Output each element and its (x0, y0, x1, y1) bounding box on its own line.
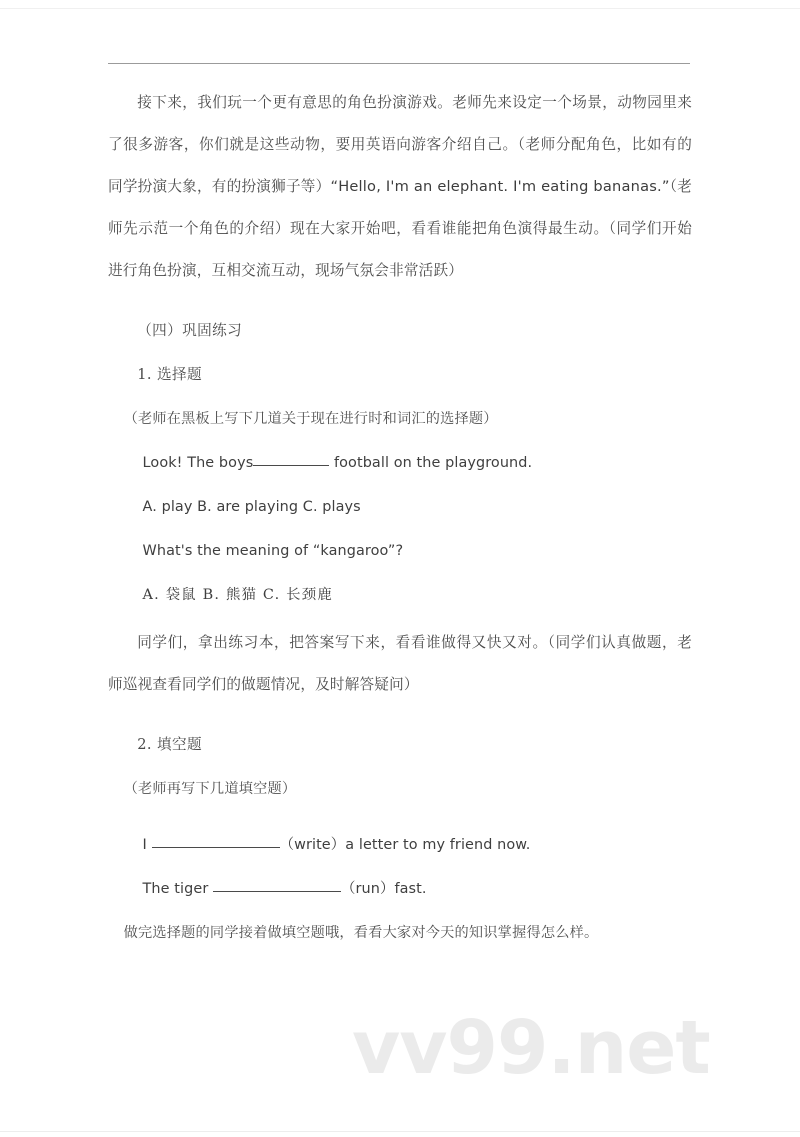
spacer (108, 568, 692, 578)
fill-blank-2-after: （run）fast. (341, 881, 427, 897)
page-top-edge (0, 8, 800, 9)
spacer (108, 612, 692, 622)
question-1-stem (108, 446, 692, 480)
spacer (108, 806, 692, 828)
spacer (108, 480, 692, 490)
section-heading-consolidation: （四）巩固练习 (137, 322, 243, 339)
spacer (108, 906, 692, 916)
fill-blank-2-line (213, 891, 341, 892)
page-bottom-edge (0, 1131, 800, 1132)
exercise-2-title: 2. 填空题 (137, 736, 202, 753)
fill-blank-2-before: The tiger (142, 881, 209, 897)
site-watermark: vv99.net (352, 1005, 710, 1091)
exercise-1-closing: 同学们，拿出练习本，把答案写下来，看看谁做得又快又对。（同学们认真做题，老师巡视查看同学们的做题情况，及时解答疑问） (108, 634, 692, 693)
paragraph-role-play (108, 82, 692, 292)
document-content (108, 82, 692, 950)
paragraph-role-play-quote: “Hello, I'm an elephant. I'm eating bananas.” (330, 178, 670, 195)
spacer (108, 524, 692, 534)
question-1-stem-before: Look! The boys (142, 455, 254, 471)
spacer (108, 436, 692, 446)
question-2-stem: What's the meaning of “kangaroo”? (142, 543, 404, 559)
exercise-2-closing: 做完选择题的同学接着做填空题哦，看看大家对今天的知识掌握得怎么样。 (123, 925, 599, 941)
fill-blank-2 (108, 872, 692, 906)
paragraph-role-play-text-2: （老师先示范一个角色的介绍）现在大家开始吧，看看谁能把角色演得最生动。（同学们开始进行角色扮演，互相交流互动，现场气氛会非常活跃） (108, 178, 692, 279)
paragraph-role-play-text-1: 接下来，我们玩一个更有意思的角色扮演游戏。老师先来设定一个场景，动物园里来了很多游客，你们就是这些动物，要用英语向游客介绍自己。（老师分配角色，比如有的同学扮演大象，有的扮演狮子等） (108, 94, 692, 195)
fill-blank-1 (108, 828, 692, 862)
spacer (108, 292, 692, 314)
fill-blank-1-line (152, 847, 280, 848)
question-1-options: A. play B. are playing C. plays (142, 499, 361, 515)
spacer (108, 348, 692, 358)
question-1-blank (253, 465, 329, 466)
exercise-2-note: （老师再写下几道填空题） (123, 781, 297, 797)
spacer (108, 392, 692, 402)
exercise-1-note: （老师在黑板上写下几道关于现在进行时和词汇的选择题） (123, 411, 498, 427)
question-2-options: A. 袋鼠 B. 熊猫 C. 长颈鹿 (142, 587, 333, 603)
spacer (108, 762, 692, 772)
fill-blank-1-after: （write）a letter to my friend now. (279, 837, 531, 853)
exercise-1-title: 1. 选择题 (137, 366, 202, 383)
spacer (108, 706, 692, 728)
question-1-stem-after: football on the playground. (333, 455, 533, 471)
header-horizontal-rule (108, 63, 690, 64)
spacer (108, 862, 692, 872)
fill-blank-1-before: I (142, 837, 147, 853)
